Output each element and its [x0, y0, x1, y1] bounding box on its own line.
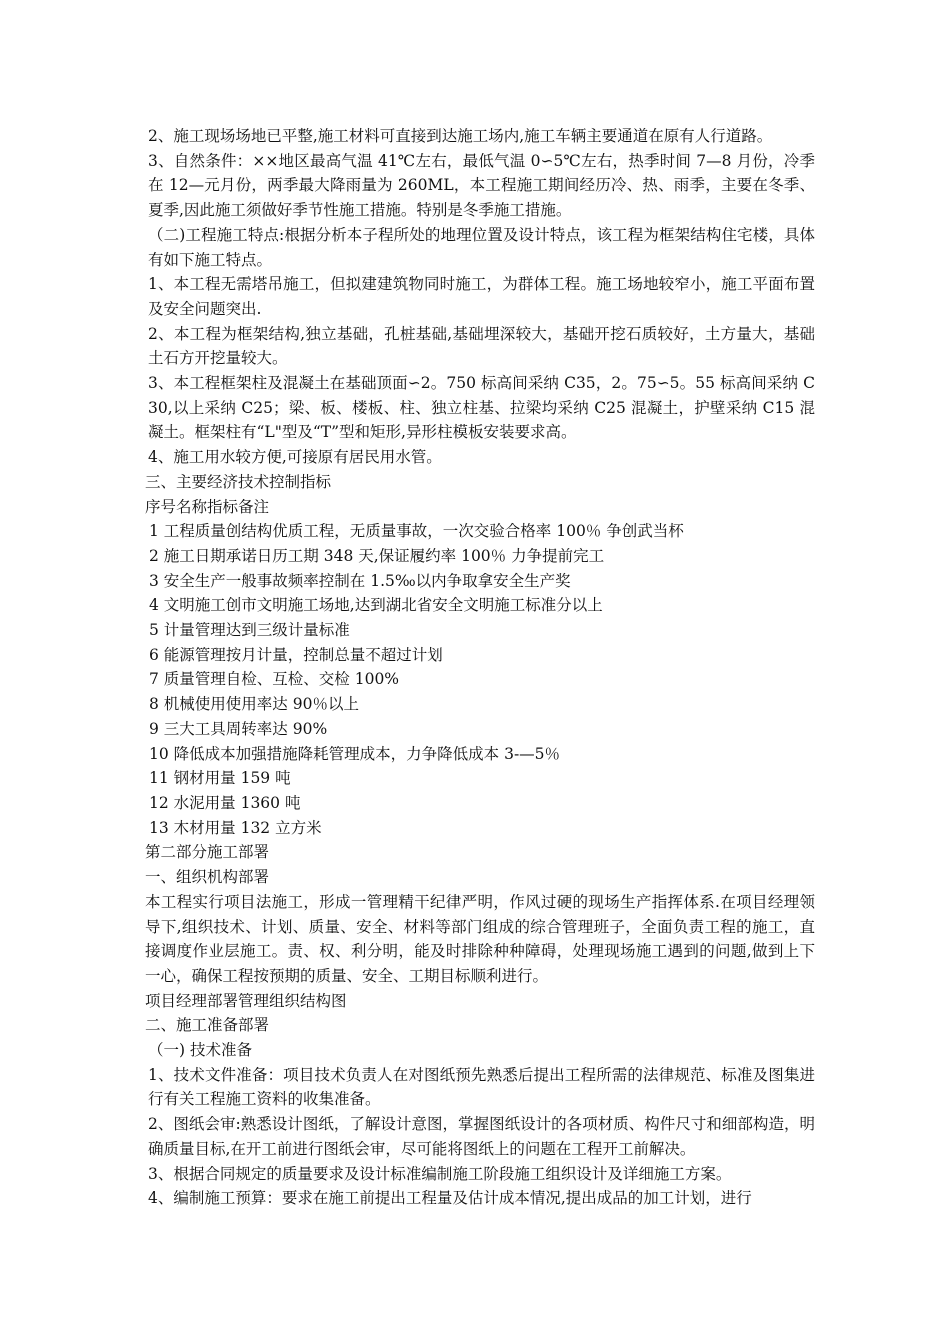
- paragraph: 3 安全生产一般事故频率控制在 1.5‰以内争取拿安全生产奖: [149, 571, 571, 590]
- paragraph: 1 工程质量创结构优质工程，无质量事故，一次交验合格率 100％ 争创武当杯: [149, 522, 684, 541]
- document-body: [145, 124, 815, 1211]
- paragraph: 7 质量管理自检、互检、交检 100%: [149, 670, 400, 689]
- paragraph: 11 钢材用量 159 吨: [149, 769, 291, 788]
- paragraph: 4、施工用水较方便,可接原有居民用水管。: [148, 448, 442, 467]
- paragraph: 13 木材用量 132 立方米: [149, 818, 322, 837]
- paragraph: （一) 技术准备: [148, 1041, 252, 1060]
- paragraph: 项目经理部署管理组织结构图: [145, 991, 347, 1010]
- paragraph: 本工程实行项目法施工，形成一管理精干纪律严明，作风过硬的现场生产指挥体系.在项目经理领导下,组织技术、计划、质量、安全、材料等部门组成的综合管理班子，全面负责工程的施工，直接调度作业层施工。责、权、利分明，能及时排除种种障碍，处理现场施工遇到的问题,做到上下一心，确保工程按预期的质量、安全、工期目标顺利进行。: [145, 892, 815, 985]
- paragraph: 三、主要经济技术控制指标: [145, 472, 332, 491]
- paragraph: 8 机械使用使用率达 90％以上: [149, 695, 359, 714]
- paragraph: 3、本工程框架柱及混凝土在基础顶面∽2。750 标高间采纳 C35，2。75∽5。55 标高间采纳 C30,以上采纳 C25；梁、板、楼板、柱、独立柱基、拉梁均采纳 C25 混凝土，护壁采纳 C15 混凝土。框架柱有“L"型及“T”型和矩形,异形柱模板安装要求高。: [148, 374, 815, 442]
- paragraph: 3、根据合同规定的质量要求及设计标准编制施工阶段施工组织设计及详细施工方案。: [148, 1164, 732, 1183]
- paragraph: 2、施工现场场地已平整,施工材料可直接到达施工场内,施工车辆主要通道在原有人行道路。: [148, 127, 773, 145]
- paragraph: 10 降低成本加强措施降耗管理成本，力争降低成本 3-—5％: [149, 744, 561, 763]
- paragraph: 4 文明施工创市文明施工场地,达到湖北省安全文明施工标准分以上: [149, 596, 603, 615]
- paragraph: 12 水泥用量 1360 吨: [149, 793, 301, 812]
- paragraph: 序号名称指标备注: [145, 497, 270, 516]
- paragraph: 一、组织机构部署: [145, 868, 270, 887]
- paragraph: 5 计量管理达到三级计量标准: [149, 621, 350, 640]
- paragraph: 2、本工程为框架结构,独立基础，孔桩基础,基础埋深较大，基础开挖石质较好，土方量大，基础土石方开挖量较大。: [148, 324, 815, 368]
- paragraph: 2 施工日期承诺日历工期 348 天,保证履约率 100％ 力争提前完工: [149, 546, 605, 565]
- paragraph: 9 三大工具周转率达 90%: [149, 719, 328, 738]
- paragraph: 2、图纸会审:熟悉设计图纸，了解设计意图，掌握图纸设计的各项材质、构件尺寸和细部构造，明确质量目标,在开工前进行图纸会审，尽可能将图纸上的问题在工程开工前解决。: [148, 1115, 815, 1158]
- paragraph: 1、技术文件准备：项目技术负责人在对图纸预先熟悉后提出工程所需的法律规范、标准及图集进行有关工程施工资料的收集准备。: [148, 1065, 815, 1109]
- paragraph: 第二部分施工部署: [145, 843, 270, 862]
- paragraph: 1、本工程无需塔吊施工，但拟建建筑物同时施工，为群体工程。施工场地较窄小，施工平面布置及安全问题突出.: [148, 275, 815, 318]
- paragraph: 4、编制施工预算：要求在施工前提出工程量及估计成本情况,提出成品的加工计划，进行: [148, 1189, 752, 1208]
- paragraph: 3、自然条件：××地区最高气温 41℃左右，最低气温 0∽5℃左右，热季时间 7—8 月份，冷季在 12—元月份，两季最大降雨量为 260ML，本工程施工期间经历冷、热、雨季，主要在冬季、夏季,因此施工须做好季节性施工措施。特别是冬季施工措施。: [148, 151, 815, 220]
- paragraph: （二)工程施工特点:根据分析本子程所处的地理位置及设计特点，该工程为框架结构住宅楼，具体有如下施工特点。: [148, 225, 815, 269]
- paragraph: 6 能源管理按月计量，控制总量不超过计划: [149, 645, 443, 664]
- paragraph: 二、施工准备部署: [145, 1016, 270, 1035]
